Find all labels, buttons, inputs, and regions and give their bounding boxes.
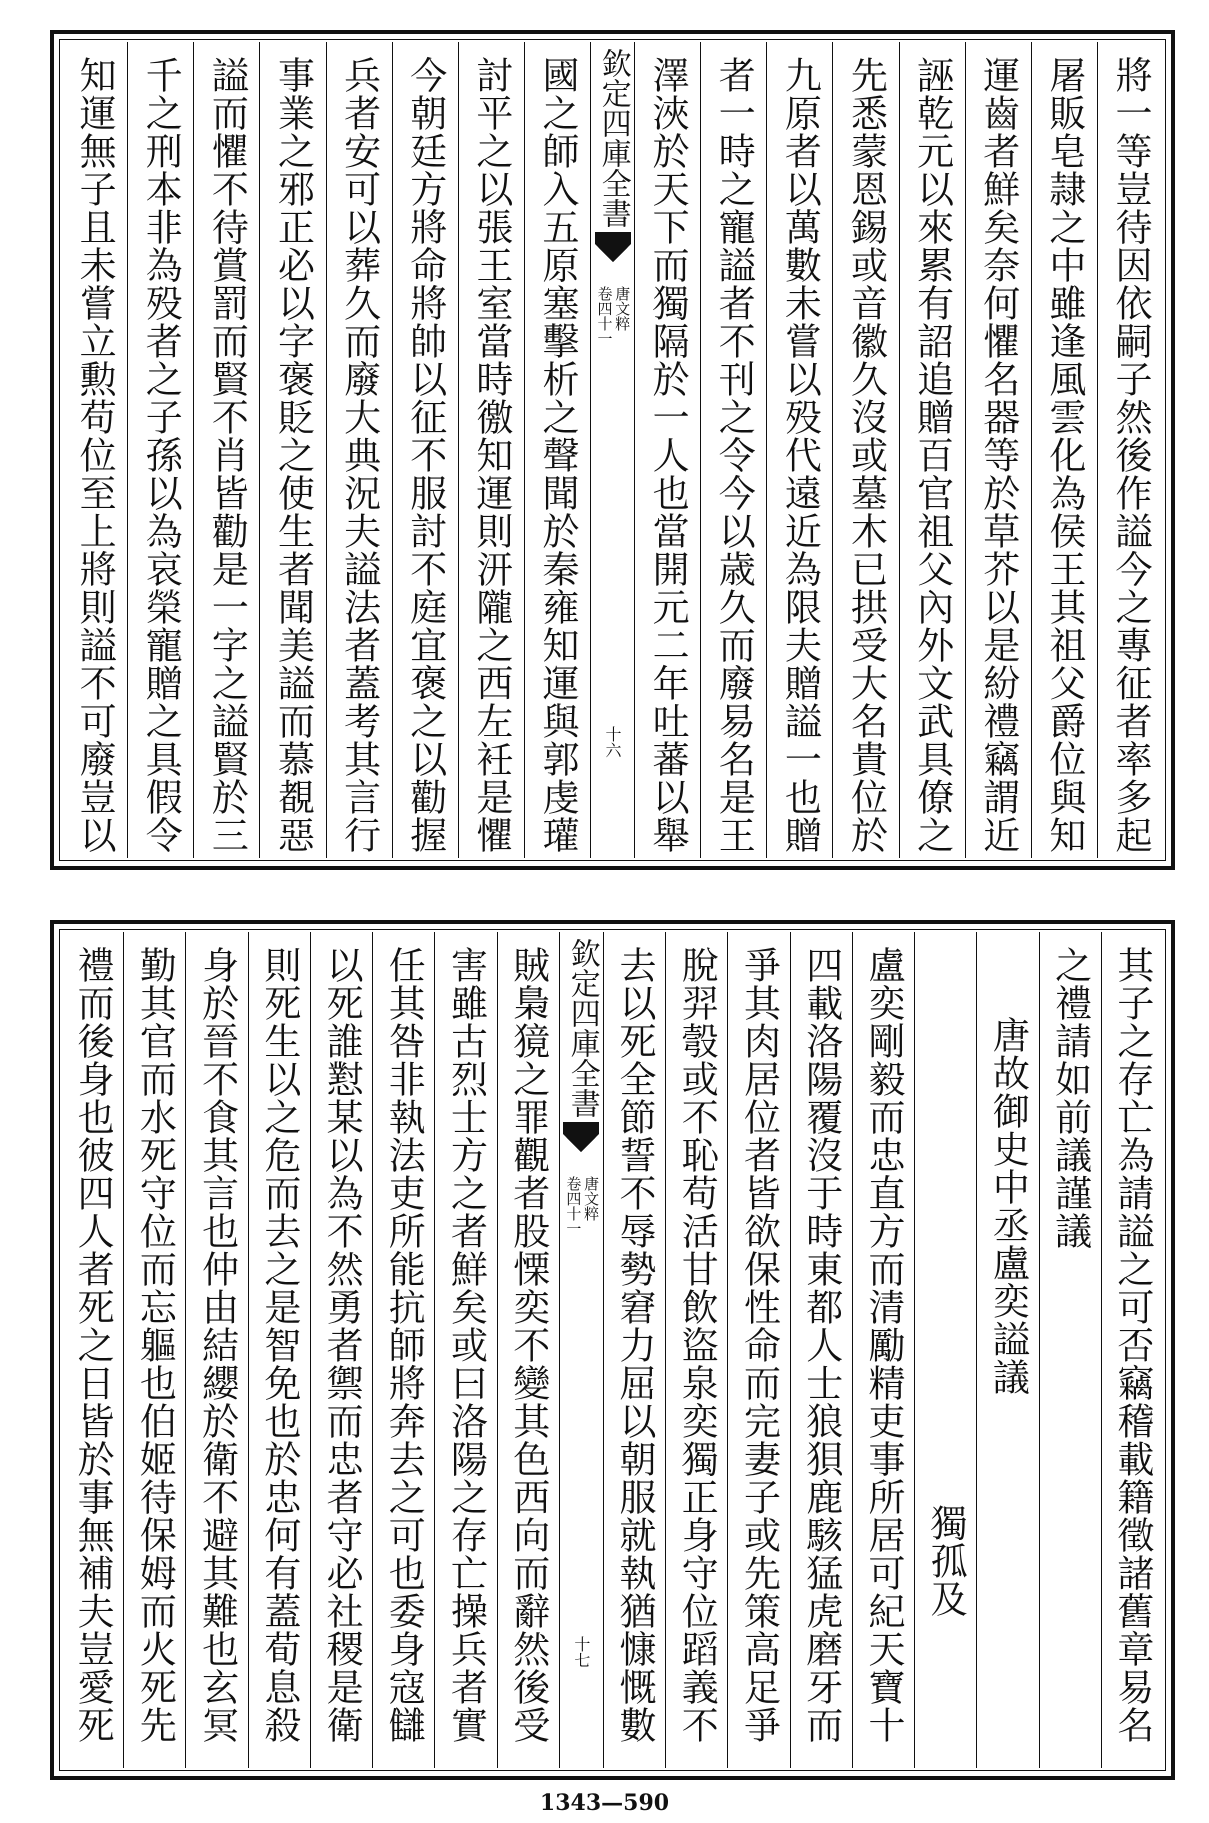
column-text: 身於晉不食其言也仲由結纓於衛不避其難也玄冥 — [195, 946, 239, 1744]
column-text: 謚而懼不待賞罰而賢不肖皆勸是一字之謚賢於三 — [205, 56, 249, 854]
text-column — [852, 932, 914, 1768]
page-half-top — [50, 30, 1175, 870]
column-text: 運齒者鮮矣奈何懼名器等於草芥以是紛禮竊謂近 — [976, 56, 1020, 854]
text-column — [497, 932, 559, 1768]
column-text: 兵者安可以葬久而廢大典況夫謚法者蓋考其言行 — [337, 56, 381, 854]
volume-info — [565, 1176, 599, 1236]
text-column — [1101, 932, 1163, 1768]
column-text: 國之師入五原塞擊析之聲聞於秦雍知運與郭虔瓘 — [535, 56, 579, 854]
collection-title: 唐文粹 — [613, 286, 632, 331]
column-text: 將一等豈待因依嗣子然後作謚今之專征者率多起 — [1108, 56, 1152, 854]
column-text: 去以死全節誓不辱勢窘力屈以朝服就執猶慷慨數 — [613, 946, 656, 1744]
text-column — [434, 932, 496, 1768]
heading-column — [976, 932, 1038, 1768]
text-column — [62, 42, 127, 858]
column-text: 千之刑本非為殁者之子孫以為哀榮寵贈之具假令 — [139, 56, 183, 854]
center-fold-column — [590, 42, 634, 858]
text-column — [123, 932, 185, 1768]
volume-number: 卷四十一 — [564, 1176, 583, 1236]
text-column — [832, 42, 898, 858]
text-column — [965, 42, 1031, 858]
text-column — [700, 42, 766, 858]
text-column — [62, 932, 123, 1768]
text-column — [310, 932, 372, 1768]
column-text: 四載洛陽覆沒于時東都人士狼狽鹿駭猛虎磨牙而 — [799, 946, 843, 1744]
text-column — [248, 932, 310, 1768]
text-column — [372, 932, 434, 1768]
text-column — [185, 932, 247, 1768]
text-column — [727, 932, 789, 1768]
text-column — [392, 42, 458, 858]
book-title: 欽定四庫全書 — [564, 938, 600, 1118]
column-text: 其子之存亡為請謚之可否竊稽載籍徵諸舊章易名 — [1110, 946, 1154, 1744]
column-text: 屠販皂隷之中雖逢風雲化為侯王其祖父爵位與知 — [1042, 56, 1086, 854]
text-columns-bottom — [62, 932, 1163, 1768]
column-text: 者一時之寵謚者不刊之令今以歳久而廢易名是王 — [712, 56, 756, 854]
column-text: 脫羿彀或不恥苟活甘飲盜泉奕獨正身守位蹈義不 — [675, 946, 719, 1744]
column-text: 知運無子且未嘗立勲苟位至上將則謚不可廢豈以 — [73, 56, 117, 854]
column-text: 爭其肉居位者皆欲保性命而完妻子或先策高足爭 — [737, 946, 781, 1744]
column-text: 害雖古烈士方之者鮮矣或曰洛陽之存亡操兵者實 — [444, 946, 488, 1744]
fishtail-mark-icon — [563, 1122, 599, 1156]
collection-title: 唐文粹 — [582, 1176, 601, 1221]
column-text: 賊梟獍之罪觀者股慄奕不變其色西向而辭然後受 — [506, 946, 550, 1744]
text-columns-top — [62, 42, 1163, 858]
volume-info — [596, 286, 630, 346]
center-fold-column — [559, 932, 603, 1768]
column-text: 禮而後身也彼四人者死之日皆於事無補夫豈愛死 — [71, 946, 115, 1744]
essay-title: 唐故御史中丞盧奕謚議 — [986, 1016, 1030, 1396]
text-column — [790, 932, 852, 1768]
text-column — [458, 42, 524, 858]
column-text: 澤浹於天下而獨隔於一人也當開元二年吐蕃以舉 — [646, 56, 690, 854]
text-column — [193, 42, 259, 858]
column-text: 之禮請如前議謹議 — [1048, 946, 1092, 1250]
text-column — [899, 42, 965, 858]
column-text: 九原者以萬數未嘗以殁代遠近為限夫贈謚一也贈 — [778, 56, 822, 854]
page-half-bottom — [50, 920, 1175, 1780]
text-column — [259, 42, 325, 858]
book-title: 欽定四庫全書 — [595, 48, 631, 228]
leaf-number: 十七 — [571, 1636, 591, 1668]
leaf-number: 十六 — [603, 726, 622, 758]
column-text: 討平之以張王室當時徼知運則汧隴之西左衽是懼 — [469, 56, 513, 854]
column-text: 誣乾元以來累有詔追贈百官祖父內外文武具僚之 — [910, 56, 954, 854]
author-column — [914, 932, 976, 1768]
text-column — [326, 42, 392, 858]
text-column — [127, 42, 193, 858]
text-column — [524, 42, 590, 858]
author-name: 獨孤及 — [924, 1504, 968, 1618]
fishtail-mark-icon — [595, 232, 631, 266]
column-text: 盧奕剛毅而忠直方而清勵精吏事所居可紀天寶十 — [861, 946, 905, 1744]
column-text: 勤其官而水死守位而忘軀也伯姬待保姆而火死先 — [133, 946, 177, 1744]
column-text: 則死生以之危而去之是智免也於忠何有蓋荀息殺 — [257, 946, 301, 1744]
text-column — [766, 42, 832, 858]
column-text: 任其咎非執法吏所能抗師將奔去之可也委身寇讎 — [382, 946, 426, 1744]
column-text: 以死誰懟某以為不然勇者禦而忠者守必社稷是衛 — [320, 946, 364, 1744]
text-column — [1039, 932, 1101, 1768]
text-column — [603, 932, 665, 1768]
page-number: 1343—590 — [539, 1790, 670, 1816]
text-column — [634, 42, 700, 858]
column-text: 事業之邪正必以字褒貶之使生者聞美謚而慕覩惡 — [271, 56, 315, 854]
volume-number: 卷四十一 — [595, 286, 614, 346]
text-column — [1031, 42, 1097, 858]
text-column — [665, 932, 727, 1768]
column-text: 先悉蒙恩錫或音徽久沒或墓木已拱受大名貴位於 — [844, 56, 888, 854]
text-column — [1097, 42, 1163, 858]
column-text: 今朝廷方將命將帥以征不服討不庭宜褒之以勸握 — [403, 56, 447, 854]
